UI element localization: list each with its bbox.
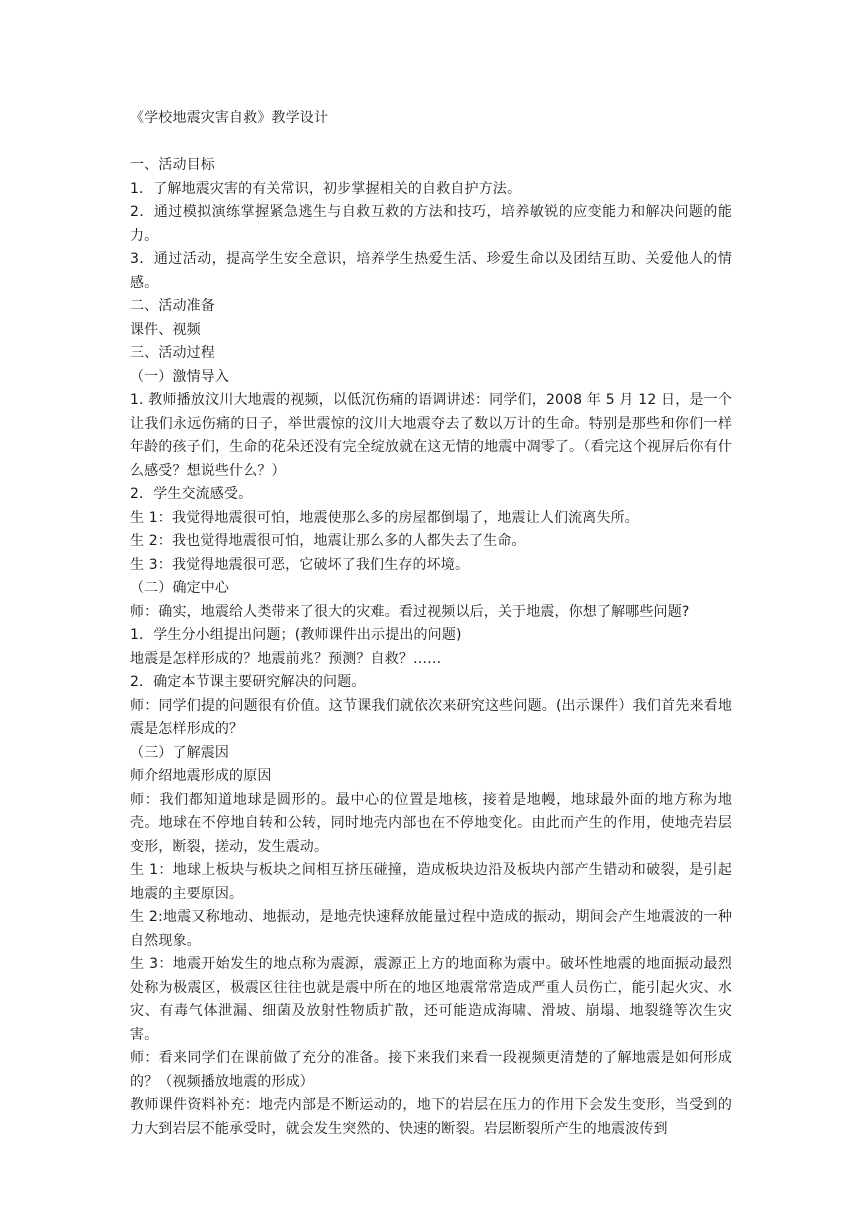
paragraph-focus-2: 2．确定本节课主要研究解决的问题。 [130,674,366,690]
paragraph-objective-3: 3．通过活动，提高学生安全意识，培养学生热爱生活、珍爱生命以及团结互助、关爱他人的情感。 [130,251,732,291]
document-body [130,154,732,1141]
paragraph-cause-student-1: 生 1：地球上板块与板块之间相互挤压碰撞，造成板块边沿及板块内部产生错动和破裂，是引起地震的主要原因。 [130,862,732,902]
paragraph-section-focus: （二）确定中心 [130,580,230,596]
paragraph-student-3: 生 3：我觉得地震很可恶，它破坏了我们生存的坏境。 [130,556,470,573]
paragraph-cause-student-2: 生 2:地震又称地动、地振动，是地壳快速释放能量过程中造成的振动，期间会产生地震波的一种自然现象。 [130,909,732,949]
paragraph-teacher-transition: 师：同学们提的问题很有价值。这节课我们就依次来研究这些问题。(出示课件）我们首先来看地震是怎样形成的？ [130,697,732,737]
paragraph-causes-intro: 师介绍地震形成的原因 [130,768,272,784]
paragraph-objectives-heading: 一、活动目标 [130,157,215,173]
document-title: 《学校地震灾害自救》教学设计 [130,110,329,126]
paragraph-supplement: 教师课件资料补充：地壳内部是不断运动的，地下的岩层在压力的作用下会发生变形，当受到的力大到岩层不能承受时，就会发生突然的、快速的断裂。岩层断裂所产生的地震波传到 [130,1097,732,1137]
document-page [130,107,732,1141]
paragraph-teacher-explanation: 师：我们都知道地球是圆形的。最中心的位置是地核，接着是地幔，地球最外面的地方称为地壳。地球在不停地自转和公转，同时地壳内部也在不停地变化。由此而产生的作用，使地壳岩层变形，断裂，搓动，发生震动。 [130,791,732,855]
paragraph-preparation-heading: 二、活动准备 [130,298,215,314]
paragraph-teacher-question: 师：确实，地震给人类带来了很大的灾难。看过视频以后，关于地震，你想了解哪些问题? [130,603,690,620]
paragraph-student-1: 生 1：我觉得地震很可怕，地震使那么多的房屋都倒塌了，地震让人们流离失所。 [130,509,639,526]
paragraph-preparation-items: 课件、视频 [130,321,201,338]
paragraph-focus-1: 1．学生分小组提出问题；(教师课件出示提出的问题) [130,627,462,643]
paragraph-section-causes: （三）了解震因 [130,744,230,761]
paragraph-process-heading: 三、活动过程 [130,345,215,361]
paragraph-cause-student-3: 生 3：地震开始发生的地点称为震源，震源正上方的地面称为震中。破坏性地震的地面振动最烈处称为极震区，极震区往往也就是震中所在的地区地震常常造成严重人员伤亡，能引起火灾、水灾、有毒气体泄漏、细菌及放射性物质扩散，还可能造成海啸、滑坡、崩塌、地裂缝等次生灾害。 [130,956,732,1043]
paragraph-intro-2: 2．学生交流感受。 [130,486,253,502]
paragraph-student-2: 生 2：我也觉得地震很可怕，地震让那么多的人都失去了生命。 [130,533,526,549]
paragraph-objective-2: 2．通过模拟演练掌握紧急逃生与自救互救的方法和技巧，培养敏锐的应变能力和解决问题的能力。 [130,204,732,244]
paragraph-objective-1: 1．了解地震灾害的有关常识，初步掌握相关的自救自护方法。 [130,180,522,197]
paragraph-teacher-video: 师：看来同学们在课前做了充分的准备。接下来我们来看一段视频更清楚的了解地震是如何形成的？（视频播放地震的形成） [130,1050,732,1090]
paragraph-intro-1: 1. 教师播放汶川大地震的视频，以低沉伤痛的语调讲述：同学们，2008 年 5 月 12 日，是一个让我们永远伤痛的日子，举世震惊的汶川大地震夺去了数以万计的生命。特别是那些和你们一样年龄的孩子们，生命的花朵还没有完全绽放就在这无情的地震中凋零了。（看完这个视屏后你有什么感受？想说些什么？） [130,392,732,479]
paragraph-question-list: 地震是怎样形成的？地震前兆？预测？自救？…… [130,650,442,667]
paragraph-section-intro: （一）激情导入 [130,368,230,385]
